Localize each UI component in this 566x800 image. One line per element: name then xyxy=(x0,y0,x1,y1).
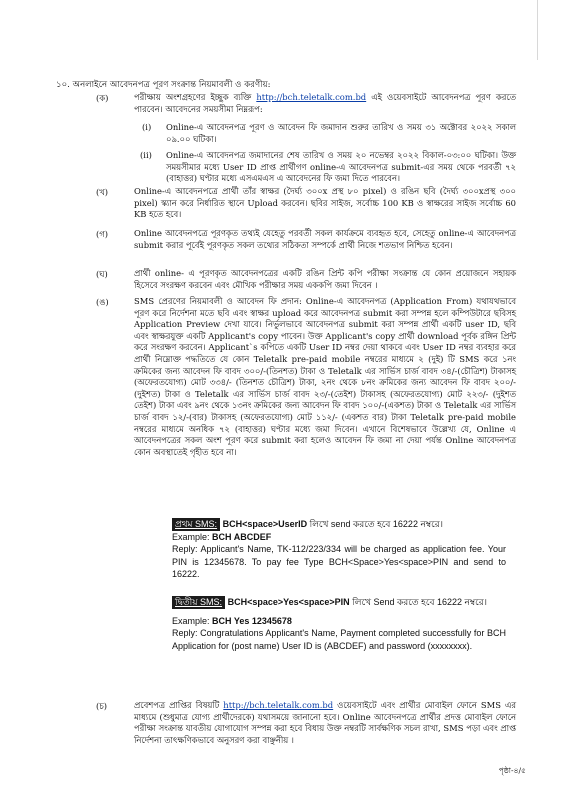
item-ka-text: পরীক্ষায় অংশগ্রহণের ইচ্ছুক ব্যক্তি http://bch.teletalk.com.bd এই ওয়েবসাইটে আবেদনপত্র পূরণ করতে পারবেন। আবেদনের সময়সীমা নিম্নরূপ: xyxy=(134,92,516,114)
item-kha-text: Online-এ আবেদনপত্রে প্রার্থী তাঁর স্বাক্ষর (দৈর্ঘ্য ৩০০x প্রস্থ ৮০ pixel) ও রঙিন ছবি (দৈর্ঘ্য ৩০০xপ্রস্থ ৩০০ pixel) স্ক্যান করে নির্ধারিত স্থানে Upload করবেন। ছবির সাইজ, সর্বোচ্চ 100 KB ও স্বাক্ষরের সাইজ সর্বোচ্চ 60 KB হতে হবে। xyxy=(134,186,516,220)
sms-first-tag: প্রথম SMS: xyxy=(172,518,220,531)
item-mark-ka: (ক) xyxy=(96,93,109,103)
item-ga-text: Online আবেদনপত্রে পূরণকৃত তথ্যই যেহেতু পরবর্তী সকল কার্যক্রমে ব্যবহৃত হবে, সেহেতু online-এ আবেদনপত্র submit করার পূর্বেই পূরণকৃত সকল তথ্যের সঠিকতা সম্পর্কে প্রার্থী নিজে শতভাগ নিশ্চিত হবেন। xyxy=(134,228,516,250)
sms-second-block xyxy=(172,596,506,652)
item-mark-nga: (ঙ) xyxy=(96,297,109,307)
sms-first-example: Example: BCH ABCDEF xyxy=(172,531,272,542)
item-gha-text: প্রার্থী online- এ পূরণকৃত আবেদনপত্রের একটি রঙিন প্রিন্ট কপি পরীক্ষা সংক্রান্ত যে কোন প্রয়োজনে সহায়ক হিসেবে সংরক্ষণ করবেন এবং মৌখিক পরীক্ষার সময় এককপি জমা দিবেন । xyxy=(134,268,516,290)
sms-first-command: প্রথম SMS: BCH<space>UserID লিখে send করতে হবে 16222 নম্বরে। xyxy=(172,518,506,531)
sms-first-reply: Reply: Applicant's Name, TK-112/223/334 will be charged as application fee. Your PIN is 12345678. To pay fee Type BCH<Space>Yes<space>PIN and send to 16222. xyxy=(172,544,506,579)
page-number: পৃষ্ঠা-৪/৫ xyxy=(498,766,526,775)
sms-second-command: দ্বিতীয় SMS: BCH<space>Yes<space>PIN লিখে Send করতে হবে 16222 নম্বরে। xyxy=(172,596,506,609)
sms-second-tag: দ্বিতীয় SMS: xyxy=(172,596,225,609)
sms-first-block xyxy=(172,518,506,581)
item-i-text: Online-এ আবেদনপত্র পূরণ ও আবেদন ফি জমাদান শুরুর তারিখ ও সময় ৩১ অক্টোবর ২০২২ সকাল ০৯.০০ ঘটিকা। xyxy=(166,122,516,144)
section-heading: ১০. অনলাইনে আবেদনপত্র পূরণ সংক্রান্ত নিয়মাবলী ও করণীয়: xyxy=(56,80,271,90)
item-nga-text: SMS প্রেরণের নিয়মাবলী ও আবেদন ফি প্রদান: Online-এ আবেদনপত্র (Application From) যথাযথভাবে পূরণ করে নির্দেশনা মতে ছবি এবং স্বাক্ষর upload করে আবেদনপত্র submit করা সম্পন্ন হলে কম্পিউটারে ছবিসহ Application Preview দেখা যাবে। নির্ভুলভাবে আবেদনপত্র submit করা সম্পন্ন প্রার্থী একটি user ID, ছবি এবং স্বাক্ষরযুক্ত একটি Applicant's copy পাবেন। উক্ত Applicant's copy প্রার্থী download পূর্বক রঙ্গিন প্রিন্ট করে সংরক্ষণ করবেন। Applicant`s কপিতে একটি User ID নম্বর দেয়া থাকবে এবং User ID নম্বর ব্যবহার করে প্রার্থী নিম্নোক্ত পদ্ধতিতে যে কোন Teletalk pre-paid mobile নম্বরের মাধ্যমে ২ (দুই) টি SMS করে ১নং ক্রমিকের জন্য আবেদন ফি বাবদ ৩০০/-(তিনশত) টাকা ও Teletalk এর সার্ভিস চার্জ বাবদ ৩৪/-(চৌত্রিশ) টাকাসহ (অফেরতযোগ্য) মোট ৩৩৪/- (তিনশত চৌত্রিশ) টাকা, ২নং থেকে ৮নং ক্রমিকের জন্য আবেদন ফি বাবদ ২০০/-(দুইশত) টাকা ও Teletalk এর সার্ভিস চার্জ বাবদ ২৩/-(তেইশ) টাকাসহ (অফেরতযোগ্য) মোট ২২৩/- (দুইশত তেইশ) টাকা এবং ৯নং থেকে ১৩নং ক্রমিকের জন্য আবেদন ফি বাবদ ১০০/-(একশত) টাকা ও Teletalk এর সার্ভিস চার্জ বাবদ ১২/-(বার) টাকাসহ (অফেরতযোগ্য) মোট ১১২/- (একশত বার) টাকা Teletalk pre-paid mobile নম্বরের মাধ্যমে অনধিক ৭২ (বাহাত্তর) ঘণ্টার মধ্যে জমা দিবেন। এখানে বিশেষভাবে উল্লেখ্য যে, Online এ আবেদনপত্রের সকল অংশ পূরণ করে submit করা হলেও আবেদন ফি জমা না দেয়া পর্যন্ত Online আবেদনপত্র কোন অবস্থাতেই গৃহীত হবে না। xyxy=(134,296,516,457)
website-link[interactable]: http://bch.teletalk.com.bd xyxy=(256,92,367,102)
item-cha-text: প্রবেশপত্র প্রাপ্তির বিষয়টি http://bch.teletalk.com.bd ওয়েবসাইটে এবং প্রার্থীর মোবাইল ফোনে SMS এর মাধ্যমে (শুধুমাত্র যোগ্য প্রার্থীদেরকে) যথাসময়ে জানানো হবে। Online আবেদনপত্রে প্রার্থীর প্রদত্ত মোবাইল ফোনে পরীক্ষা সংক্রান্ত যাবতীয় যোগাযোগ সম্পন্ন করা হবে বিধায় উক্ত নম্বরটি সার্বক্ষণিক সচল রাখা, SMS পড়া এবং প্রাপ্ত নির্দেশনা তাৎক্ষণিকভাবে অনুসরণ করা বাঞ্ছনীয় । xyxy=(134,700,516,745)
website-link-2[interactable]: http://bch.teletalk.com.bd xyxy=(223,700,334,710)
item-mark-cha: (চ) xyxy=(96,701,108,711)
item-mark-kha: (খ) xyxy=(96,187,109,197)
item-ii-text: Online-এ আবেদনপত্র জমাদানের শেষ তারিখ ও সময় ২০ নভেম্বর ২০২২ বিকাল-০৩:০০ ঘটিকা। উক্ত সময়সীমার মধ্যে User ID প্রাপ্ত প্রার্থীগণ online-এ আবেদনপত্র submit-এর সময় থেকে পরবর্তী ৭২ (বাহাত্তর) ঘণ্টার মধ্যে এসএমএস এ আবেদনের ফি জমা দিতে পারবেন। xyxy=(166,150,516,184)
item-mark-ga: (গ) xyxy=(96,229,109,239)
item-mark-i: (i) xyxy=(142,122,152,132)
sms-second-reply: Reply: Congratulations Applicant's Name, Payment completed successfully for BCH Application for (post name) User ID is (ABCDEF) and password (xxxxxxxx). xyxy=(172,628,506,651)
item-mark-gha: (ঘ) xyxy=(96,269,108,279)
scan-artifact xyxy=(537,0,538,60)
sms-second-example: Example: BCH Yes 12345678 xyxy=(172,615,292,626)
item-mark-ii: (ii) xyxy=(140,150,152,160)
